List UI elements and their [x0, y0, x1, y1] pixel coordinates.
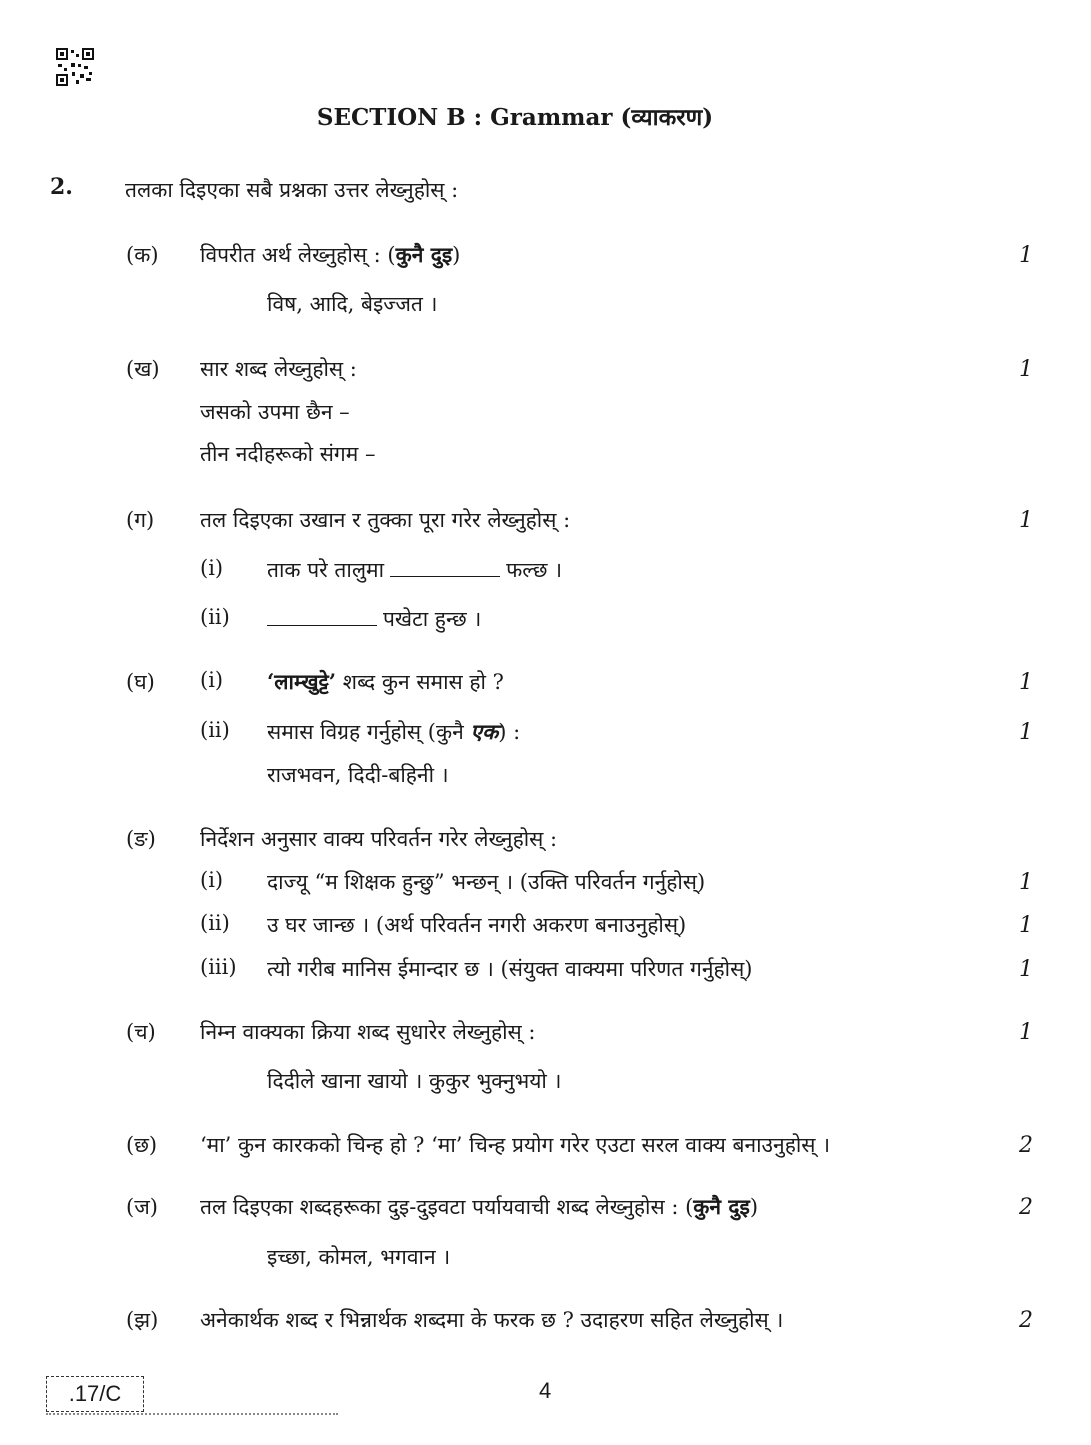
item-label-kha: (ख)	[126, 357, 160, 381]
sub-num-ga-2: (ii)	[200, 605, 230, 629]
marks-nga-3: 1	[1019, 957, 1033, 982]
item-label-nga: (ङ)	[126, 827, 156, 851]
marks-jha: 2	[1019, 1308, 1033, 1333]
sub-text-nga-2: उ घर जान्छ । (अर्थ परिवर्तन नगरी अकरण बनाउनुहोस्)	[267, 913, 687, 937]
sub-num-nga-1: (i)	[200, 868, 224, 892]
item-prompt-jha: अनेकार्थक शब्द र भिन्नार्थक शब्दमा के फरक छ ? उदाहरण सहित लेख्नुहोस् ।	[200, 1308, 784, 1332]
sub-text-close: ) :	[498, 720, 521, 744]
marks-kha: 1	[1019, 357, 1033, 382]
term-bold: ‘लाम्खुट्टे’	[267, 669, 337, 694]
sub-text-after: फल्छ ।	[506, 558, 563, 582]
fill-blank	[390, 575, 500, 577]
item-prompt-cha: निम्न वाक्यका क्रिया शब्द सुधारेर लेख्नुहोस् :	[200, 1020, 536, 1044]
prompt-close: )	[749, 1195, 759, 1219]
item-prompt-kha: सार शब्द लेख्नुहोस् :	[200, 357, 357, 381]
sub-text-after: पखेटा हुन्छ ।	[383, 607, 482, 631]
prompt-text: तल दिइएका शब्दहरूका दुइ-दुइवटा पर्यायवाची शब्द लेख्नुहोस : (	[200, 1195, 694, 1219]
item-prompt-chha: ‘मा’ कुन कारकको चिन्ह हो ? ‘मा’ चिन्ह प्रयोग गरेर एउटा सरल वाक्य बनाउनुहोस् ।	[200, 1133, 831, 1157]
item-line-kha-1: जसको उपमा छैन –	[200, 400, 350, 424]
prompt-close: )	[452, 243, 461, 267]
sub-num-nga-3: (iii)	[200, 955, 237, 979]
prompt-bold: कुनै दुइ	[693, 1194, 750, 1219]
marks-nga-2: 1	[1019, 913, 1033, 938]
marks-gha-1: 1	[1019, 670, 1033, 695]
sub-num-ga-1: (i)	[200, 556, 224, 580]
sub-num-gha-2: (ii)	[200, 718, 230, 742]
marks-gha-2: 1	[1019, 720, 1033, 745]
sub-text-gha-1	[267, 668, 504, 696]
paper-code: .17/C	[46, 1376, 144, 1412]
sub-text: शब्द कुन समास हो ?	[336, 670, 504, 694]
item-label-ja: (ज)	[126, 1195, 158, 1219]
qr-code	[56, 48, 94, 86]
marks-ga: 1	[1019, 508, 1033, 533]
item-label-jha: (झ)	[126, 1308, 159, 1332]
item-label-ka: (क)	[126, 243, 159, 267]
marks-cha: 1	[1019, 1020, 1033, 1045]
security-microtext-line	[46, 1413, 338, 1420]
question-instruction: तलका दिइएका सबै प्रश्नका उत्तर लेख्नुहोस् :	[125, 178, 459, 202]
item-label-chha: (छ)	[126, 1133, 158, 1157]
item-prompt-ga: तल दिइएका उखान र तुक्का पूरा गरेर लेख्नुहोस् :	[200, 508, 571, 532]
answer-line-ja: इच्छा, कोमल, भगवान ।	[267, 1245, 451, 1269]
sub-text-gha-2	[267, 718, 520, 746]
sub-num-gha-1: (i)	[200, 668, 224, 692]
prompt-text: विपरीत अर्थ लेख्नुहोस् : (	[200, 243, 396, 267]
sub-text-before: ताक परे तालुमा	[267, 558, 385, 582]
item-label-ga: (ग)	[126, 508, 155, 532]
prompt-bold: कुनै दुइ	[395, 242, 453, 267]
sub-text-ga-2	[267, 605, 481, 633]
sub-text: समास विग्रह गर्नुहोस् (कुनै	[267, 720, 471, 744]
item-prompt-ka	[200, 241, 460, 269]
marks-ja: 2	[1019, 1195, 1033, 1220]
item-label-cha: (च)	[126, 1020, 156, 1044]
marks-ka: 1	[1019, 243, 1033, 268]
sub-text-nga-3: त्यो गरीब मानिस ईमान्दार छ । (संयुक्त वाक्यमा परिणत गर्नुहोस्)	[267, 957, 753, 981]
item-prompt-nga: निर्देशन अनुसार वाक्य परिवर्तन गरेर लेख्नुहोस् :	[200, 827, 558, 851]
item-label-gha: (घ)	[126, 670, 155, 694]
fill-blank	[267, 624, 377, 626]
emphasis-bold-italic: एक	[470, 719, 499, 744]
marks-chha: 2	[1019, 1133, 1033, 1158]
answer-line-cha: दिदीले खाना खायो । कुकुर भुक्नुभयो ।	[267, 1069, 562, 1093]
sub-num-nga-2: (ii)	[200, 911, 230, 935]
sub-text-ga-1	[267, 556, 562, 584]
item-line-kha-2: तीन नदीहरूको संगम –	[200, 442, 376, 466]
section-title: SECTION B : Grammar (व्याकरण)	[316, 104, 714, 131]
answer-line-gha: राजभवन, दिदी-बहिनी ।	[267, 763, 449, 787]
answer-line-ka: विष, आदि, बेइज्जत ।	[267, 292, 438, 316]
item-prompt-ja	[200, 1193, 758, 1221]
marks-nga-1: 1	[1019, 870, 1033, 895]
sub-text-nga-1: दाज्यू “म शिक्षक हुन्छु” भन्छन् । (उक्ति परिवर्तन गर्नुहोस्)	[267, 870, 706, 894]
question-number: 2.	[50, 174, 73, 200]
page-number: 4	[539, 1378, 552, 1403]
